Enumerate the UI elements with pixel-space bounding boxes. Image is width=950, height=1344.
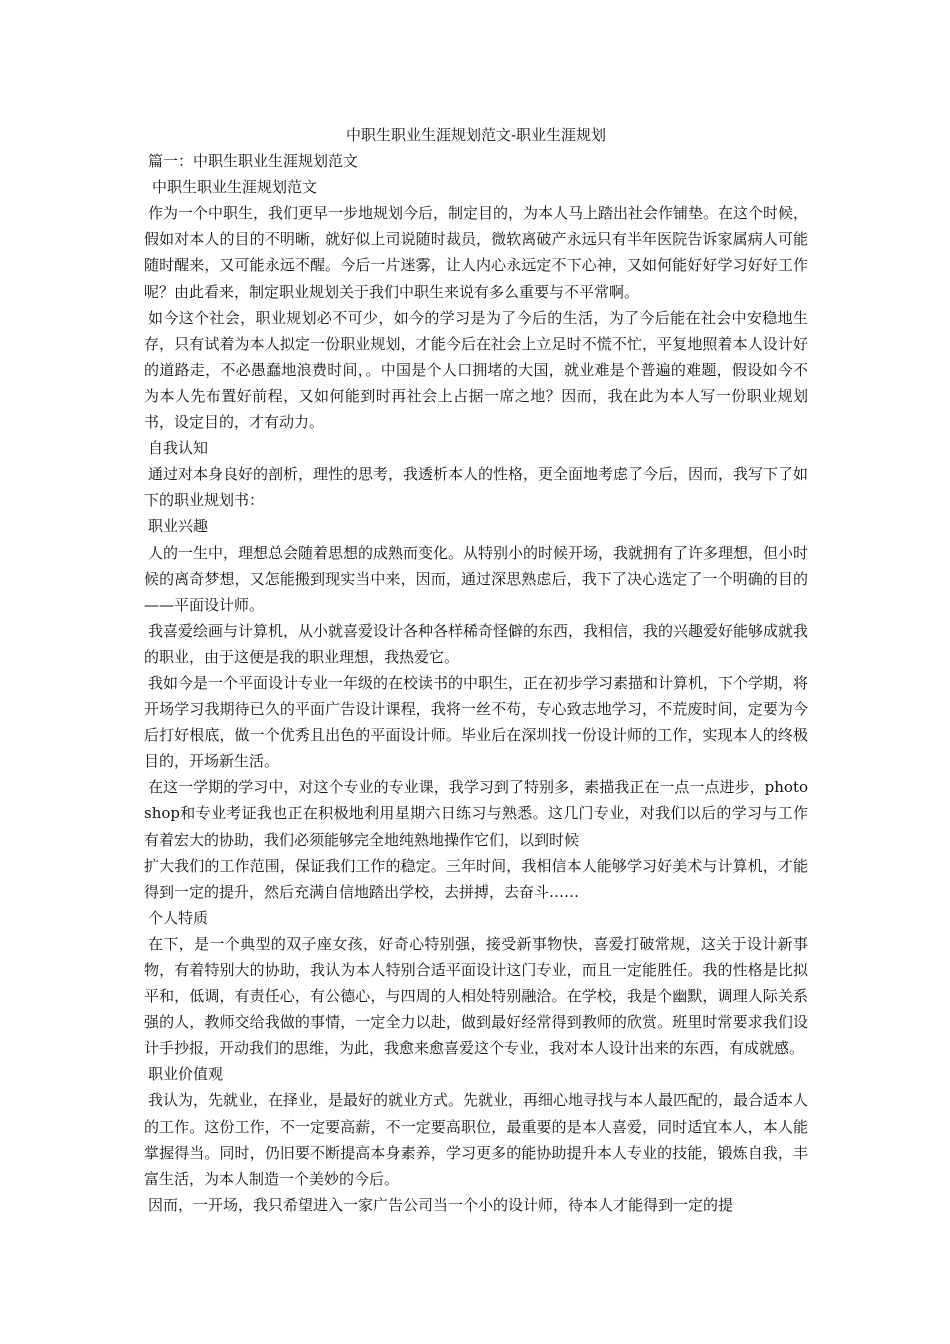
paragraph-interest-4: 在这一学期的学习中，对这个专业的专业课，我学习到了特别多，素描我正在一点一点进步，photoshop和专业考证我也正在积极地利用星期六日练习与熟悉。这几门专业，对我们以后的学习与工作有着宏大的协助，我们必须能够完全地纯熟地操作它们，以到时候 xyxy=(144,778,808,849)
paragraph-intro-1: 作为一个中职生，我们更早一步地规划今后，制定目的，为本人马上踏出社会作铺垫。在这个时候，假如对本人的目的不明晰，就好似上司说随时裁员，微软离破产永远只有半年医院告诉家属病人可能随时醒来，又可能永远不醒。今后一片迷雾，让人内心永远定不下心神，又如何能好好学习好好工作呢？由此看来，制定职业规划关于我们中职生来说有多么重要与不平常啊。 xyxy=(144,204,809,301)
paragraph-self-awareness: 通过对本身良好的剖析，理性的思考，我透析本人的性格，更全面地考虑了今后，因而，我写下了如下的职业规划书： xyxy=(144,465,809,510)
heading-self-awareness: 自我认知 xyxy=(148,439,209,458)
paragraph-values-1: 我认为，先就业，在择业，是最好的就业方式。先就业，再细心地寻找与本人最匹配的，最合适本人的工作。这份工作，不一定要高薪，不一定要高职位，最重要的是本人喜爱，同时适宜本人，本人能掌握得当。同时，仍旧要不断提高本身素养，学习更多的能协助提升本人专业的技能，锻炼自我，丰富生活，为本人制造一个美妙的今后。 xyxy=(144,1091,809,1188)
paragraph-interest-3: 我如今是一个平面设计专业一年级的在校读书的中职生，正在初步学习素描和计算机，下个学期，将开场学习我期待已久的平面广告设计课程，我将一丝不苟，专心致志地学习，不荒废时间，定要为今后打好根底，做一个优秀且出色的平面设计师。毕业后在深圳找一份设计师的工作，实现本人的终极目的，开场新生活。 xyxy=(144,673,809,771)
paragraph-traits: 在下，是一个典型的双子座女孩，好奇心特别强，接受新事物快，喜爱打破常规，这关于设计新事物，有着特别大的协助，我认为本人特别合适平面设计这门专业，而且一定能胜任。我的性格是比拟平和，低调，有责任心，有公德心，与四周的人相处特别融洽。在学校，我是个幽默，调理人际关系强的人，教师交给我做的事情，一定全力以赴，做到最好经常得到教师的欣赏。班里时常要求我们设计手抄报，开动我们的思维，为此，我愈来愈喜爱这个专业，我对本人设计出来的东西，有成就感。 xyxy=(144,934,808,1058)
paragraph-interest-2: 我喜爱绘画与计算机，从小就喜爱设计各种各样稀奇怪僻的东西，我相信，我的兴趣爱好能够成就我的职业，由于这便是我的职业理想，我热爱它。 xyxy=(144,621,809,666)
heading-personal-traits: 个人特质 xyxy=(148,908,209,927)
paragraph-intro-2: 如今这个社会，职业规划必不可少，如今的学习是为了今后的生活，为了今后能在社会中安稳地生存，只有试着为本人拟定一份职业规划，才能今后在社会上立足时不慌不忙，平复地照着本人设计好的道路走，不必愚蠢地浪费时间，。中国是个人口拥堵的大国，就业难是个普遍的难题，假设如今不为本人先布置好前程，又如何能到时再社会上占据一席之地？因而，我在此为本人写一份职业规划书，设定目的，才有动力。 xyxy=(144,308,808,432)
heading-career-interest: 职业兴趣 xyxy=(148,517,209,536)
paragraph-interest-5: 扩大我们的工作范围，保证我们工作的稳定。三年时间，我相信本人能够学习好美术与计算机，才能得到一定的提升，然后充满自信地踏出学校，去拼搏，去奋斗…… xyxy=(144,856,808,901)
document-body xyxy=(144,122,808,1218)
document-title: 中职生职业生涯规划范文-职业生涯规划 xyxy=(345,126,607,144)
section-heading: 篇一：中职生职业生涯规划范文 xyxy=(148,152,359,171)
paragraph-values-2: 因而，一开场，我只希望进入一家广告公司当一个小的设计师，待本人才能得到一定的提 xyxy=(148,1195,734,1214)
sub-heading: 中职生职业生涯规划范文 xyxy=(152,178,318,197)
paragraph-interest-1: 人的一生中，理想总会随着思想的成熟而变化。从特别小的时候开场，我就拥有了许多理想，但小时候的离奇梦想，又怎能搬到现实当中来，因而，通过深思熟虑后，我下了决心选定了一个明确的目的——平面设计师。 xyxy=(144,543,809,614)
heading-career-values: 职业价值观 xyxy=(148,1065,224,1084)
